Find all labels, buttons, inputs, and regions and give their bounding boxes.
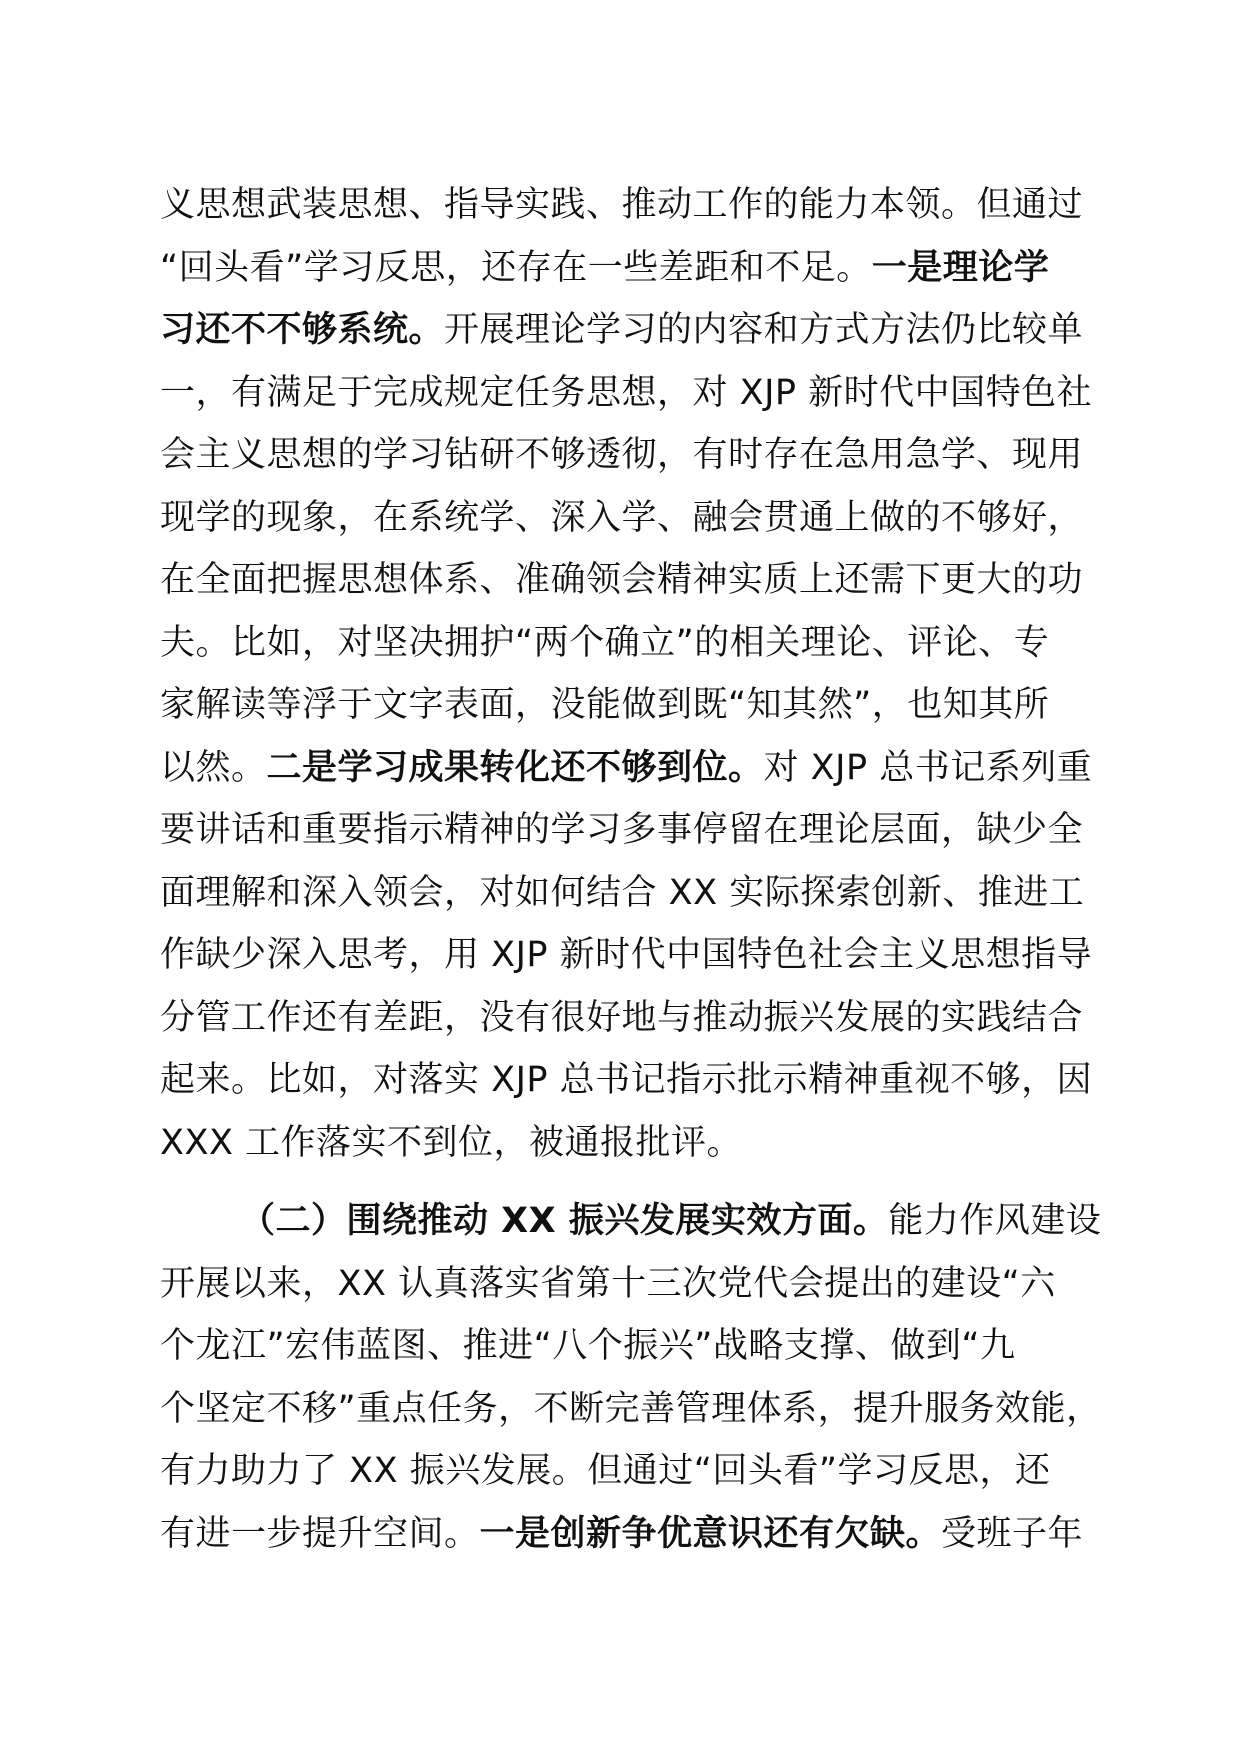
text-line xyxy=(160,1378,1120,1441)
text-line xyxy=(160,987,1120,1050)
text-line xyxy=(160,1253,1120,1316)
paragraph-2 xyxy=(160,1190,1120,1565)
bold-text-segment: （二）围绕推动 XX 振兴发展实效方面。 xyxy=(240,1201,889,1241)
text-segment: 夫。比如，对坚决拥护“两个确立”的相关理论、评论、专 xyxy=(160,622,1050,663)
bold-text-segment: 一是理论学 xyxy=(871,247,1050,288)
text-segment: 一，有满足于完成规定任务思想，对 XJP 新时代中国特色社 xyxy=(160,372,1093,413)
text-segment: 家解读等浮于文字表面，没能做到既“知其然”，也知其所 xyxy=(160,685,1050,725)
text-segment: 会主义思想的学习钻研不够透彻，有时存在急用急学、现用 xyxy=(160,435,1084,475)
text-line xyxy=(160,612,1120,675)
text-line xyxy=(160,174,1120,237)
bold-text-segment: 习还不不够系统。 xyxy=(160,310,445,350)
text-segment: 作缺少深入思考，用 XJP 新时代中国特色社会主义思想指导 xyxy=(160,935,1093,975)
text-segment: 对 XJP 总书记系列重 xyxy=(763,747,1093,788)
text-segment: 个龙江”宏伟蓝图、推进“八个振兴”战略支撑、做到“九 xyxy=(160,1326,1016,1366)
text-segment: 分管工作还有差距，没有很好地与推动振兴发展的实践结合 xyxy=(160,997,1084,1038)
text-line xyxy=(160,299,1120,362)
text-line xyxy=(160,799,1120,862)
text-line xyxy=(160,362,1120,425)
text-line xyxy=(160,674,1120,737)
text-segment: 在全面把握思想体系、准确领会精神实质上还需下更大的功 xyxy=(160,560,1084,600)
text-segment: 有进一步提升空间。 xyxy=(160,1513,480,1554)
text-line xyxy=(160,424,1120,487)
text-line xyxy=(160,1049,1120,1112)
paragraph-1 xyxy=(160,174,1120,1174)
text-line xyxy=(160,487,1120,550)
text-line xyxy=(160,237,1120,300)
text-line xyxy=(160,862,1120,925)
text-line xyxy=(160,924,1120,987)
text-line xyxy=(160,1190,1120,1253)
text-line xyxy=(160,1315,1120,1378)
text-segment: 个坚定不移”重点任务，不断完善管理体系，提升服务效能， xyxy=(160,1388,1102,1429)
text-line xyxy=(160,737,1120,800)
text-line xyxy=(160,1112,1120,1175)
text-segment: 开展理论学习的内容和方式方法仍比较单 xyxy=(444,310,1084,350)
text-segment: “回头看”学习反思，还存在一些差距和不足。 xyxy=(160,247,872,288)
text-line xyxy=(160,1440,1120,1503)
text-segment: 面理解和深入领会，对如何结合 XX 实际探索创新、推进工 xyxy=(160,872,1085,913)
text-segment: 现学的现象，在系统学、深入学、融会贯通上做的不够好， xyxy=(160,497,1084,538)
text-segment: 有力助力了 XX 振兴发展。但通过“回头看”学习反思，还 xyxy=(160,1451,1051,1491)
text-segment: 义思想武装思想、指导实践、推动工作的能力本领。但通过 xyxy=(160,185,1084,225)
text-segment: 受班子年 xyxy=(941,1513,1084,1554)
text-segment: 要讲话和重要指示精神的学习多事停留在理论层面，缺少全 xyxy=(160,810,1084,850)
text-line xyxy=(160,1503,1120,1566)
text-segment: 能力作风建设 xyxy=(888,1201,1102,1241)
text-segment: 起来。比如，对落实 XJP 总书记指示批示精神重视不够，因 xyxy=(160,1060,1093,1100)
text-segment: 以然。 xyxy=(160,747,267,788)
text-segment: 开展以来，XX 认真落实省第十三次党代会提出的建设“六 xyxy=(160,1263,1056,1304)
bold-text-segment: 一是创新争优意识还有欠缺。 xyxy=(479,1513,942,1554)
bold-text-segment: 二是学习成果转化还不够到位。 xyxy=(266,747,764,788)
text-line xyxy=(160,549,1120,612)
text-segment: XXX 工作落实不到位，被通报批评。 xyxy=(160,1122,743,1163)
